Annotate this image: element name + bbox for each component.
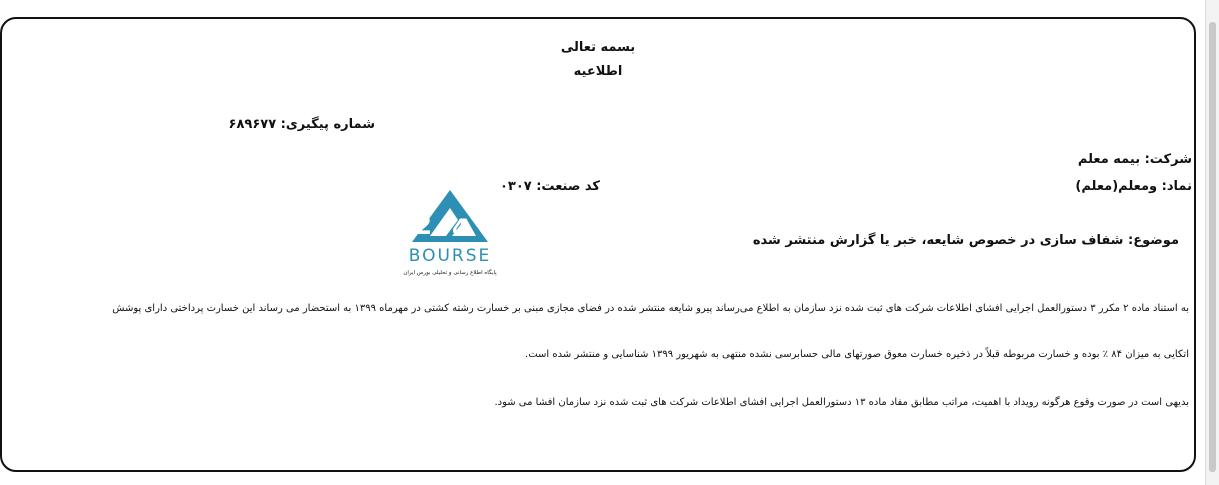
body-paragraph: به استناد ماده ۲ مکرر ۳ دستورالعمل اجرایی افشای اطلاعات شرکت های ثبت شده نزد سازمان به اطلاع می‌رساند پیرو شایعه منتشر شده در فضای مجازی مبنی بر خسارت رشته کشتی در مهرماه ۱۳۹۹ به استحضار می رساند این خسارت پرداختی دارای پوشش <box>112 303 1189 314</box>
header-title: اطلاعیه <box>573 64 623 79</box>
body-paragraph: بدیهی است در صورت وقوع هرگونه رویداد با اهمیت، مراتب مطابق مفاد ماده ۱۳ دستورالعمل اجرایی افشای اطلاعات شرکت های ثبت شده نزد سازمان افشا می شود. <box>494 397 1189 408</box>
bourse-logo-icon <box>392 186 508 278</box>
tracking-number: شماره پیگیری: ۶۸۹۶۷۷ <box>228 117 375 132</box>
ticker-symbol: نماد: ومعلم(معلم) <box>1075 179 1192 194</box>
svg-text:4: 4 <box>452 214 469 242</box>
body-paragraph: اتکایی به میزان ۸۴ ٪ بوده و خسارت مربوطه قبلاً در ذخیره خسارت معوق صورتهای مالی حسابرسی نشده منتهی به شهریور ۱۳۹۹ شناسایی و منتشر شده است. <box>525 349 1189 360</box>
logo-tagline: پایگاه اطلاع رسانی و تحلیلی بورس ایران <box>403 270 497 276</box>
logo-wordmark: BOURSE <box>408 246 492 266</box>
industry-code: کد صنعت: ۰۳۰۷ <box>499 179 600 194</box>
company-name: شرکت: بیمه معلم <box>1077 152 1192 167</box>
subject-line: موضوع: شفاف سازی در خصوص شایعه، خبر یا گزارش منتشر شده <box>752 233 1179 248</box>
header-basmala: بسمه تعالی <box>560 40 636 55</box>
svg-text:2: 2 <box>414 211 433 241</box>
scrollbar-thumb[interactable] <box>1209 22 1216 472</box>
vertical-scrollbar[interactable] <box>1205 0 1219 485</box>
